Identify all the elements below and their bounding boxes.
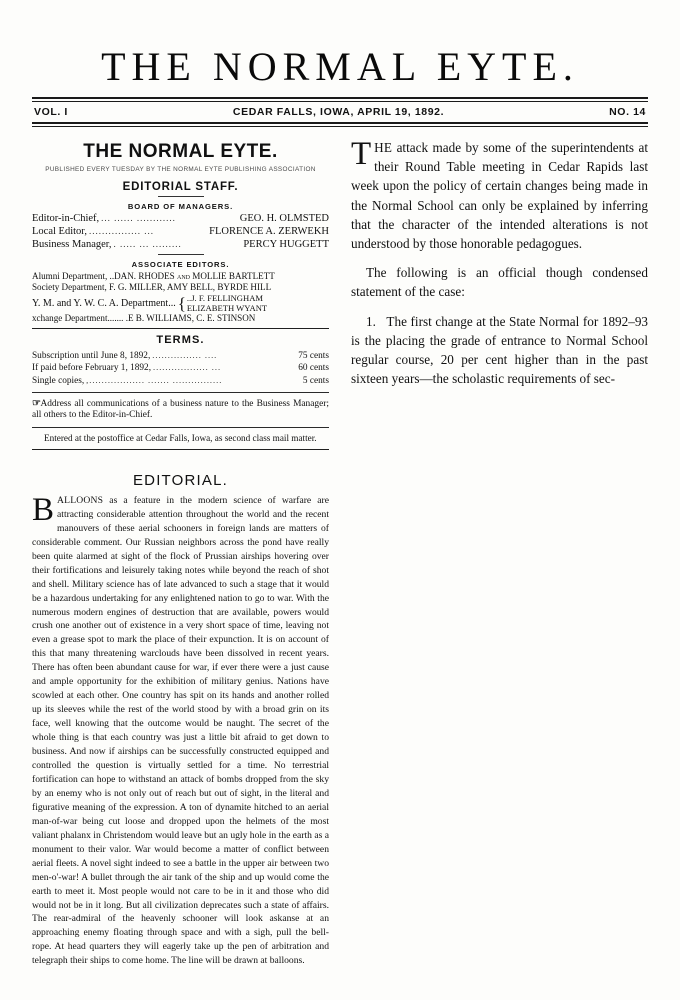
postal-entry-notice: Entered at the postoffice at Cedar Falls, Iowa, as second class mail matter. [44, 433, 317, 444]
terms-row [32, 350, 329, 362]
managers-list [32, 213, 329, 251]
masthead-rule-bottom-thin [32, 126, 648, 127]
terms-list [32, 350, 329, 386]
terms-price: 75 cents [298, 351, 329, 362]
item-number: 1. [366, 313, 376, 329]
leader-dots: .................. ... [153, 363, 222, 373]
leader-dots: ,.................. ....... ................ [86, 375, 223, 385]
article-lead-word: HE [374, 140, 393, 155]
associate-name: ..J. F. FELLINGHAM [186, 293, 264, 304]
issue-number: NO. 14 [609, 106, 646, 118]
associate-editors-heading: ASSOCIATE EDITORS. [131, 260, 230, 270]
terms-label: If paid before February 1, 1892, [32, 363, 152, 374]
leader-dots: ....... . [107, 313, 128, 324]
masthead-rule-bottom [32, 122, 648, 124]
manager-name: GEO. H. OLMSTED [239, 213, 329, 224]
leader-dots: ................ .... [152, 351, 218, 361]
item-text: The first change at the State Normal for 1892–93 is the placing the grade of entrance to Normal School regular course, 20 per cent higher than in the past sixteen years—the scholastic requirements of sec- [351, 313, 649, 387]
editorial-staff-heading: EDITORIAL STAFF. [122, 181, 239, 193]
terms-price: 5 cents [302, 375, 329, 386]
drop-cap-b: B [32, 491, 55, 528]
official-statement-intro: The following is an official though condensed statement of the case: [351, 265, 648, 300]
associate-braced-row [32, 294, 329, 313]
manager-row [32, 239, 329, 252]
manager-row [32, 226, 329, 239]
manager-role: Business Manager, [32, 238, 112, 250]
staff-divider [158, 196, 204, 197]
leader-dots: . ..... ... ......... [113, 238, 182, 249]
managers-divider [158, 254, 204, 255]
manager-row [32, 213, 329, 226]
manager-role: Editor-in-Chief, [32, 213, 100, 224]
associates-divider [32, 328, 329, 329]
terms-price: 60 cents [298, 363, 329, 374]
associate-row [32, 271, 329, 282]
column-container [32, 138, 648, 978]
associate-row [32, 282, 329, 293]
associate-editors-list [32, 271, 329, 324]
right-column [351, 138, 648, 978]
article-body-text: as a feature in the modern science of warfare are attracting considerable attention throughout the world and the recent manouvers of these aerial schooners in foreign lands are matters of considerable comment. Our Russian neighbors across the pond have really been quite alarmed at sight of the flock of Prussian airships hovering over their fortifications and leisurely taking notes while beyond the reach of shot and shell. Military science has of late advanced to such a stage that it would be a hazardous undertaking for any enlightened nation to go to war. With the numerous modern engines of destruction that are available, powers would crush one another out of existence in a very short space of time, leaving not even a grease spot to mark the place of their expunction. It is on account of this that many threatening warclouds have been dissolved in recent years. There has often been abundant cause for war, if ever there were a just cause and ample opportunity for the exhibition of military genius. Nations have scowled at each other. One country has spit on its hands and another rolled up its sleeves while the rest of the world stood by with a broad grin on its face, well knowing that the outcome would be naught. The secret of the whole thing is that each country was just a little bit afraid to get down to business. And now if airships can be successfully constructed equipped and controlled the question is virtually settled for a time. No terrestrial fortification can hope to withstand an attack of bombs dropped from the sky by an enemy who is not only out of reach but out of sight, in the literal and figurative meaning of the expression. A ton of dynamite hitched to an aerial man-of-war being cut loose and dropped upon the helmets of the most valiant phalanx in Christendom would leave but an ugly hole in the earth as a monument to their valor. War would become a matter of conflict between aerial fleets. A novel sight indeed to see a battle in the upper air between two men-o'-war! A bullet through the air tank of the ship and up would come the earth to meet it. Most people would not care to be in it and those who did would not be in it long. But all civilization deprecates such a state of affairs. The rear-admiral of the heavenly schooner will look askanse at an approaching enemy floating through space and with a sigh, pull the bell-rope. At head quarters they will eagerly take up the pen of arbitration and telegraph their ships to come home. The line will be drawn at balloons. [32, 494, 329, 967]
drop-cap-t: T [351, 136, 372, 172]
business-notice [32, 398, 329, 423]
terms-heading: TERMS. [156, 334, 205, 347]
publication-flag [32, 141, 329, 450]
associate-dept: Y. M. and Y. W. C. A. Department... [32, 297, 176, 309]
flag-bottom-divider [32, 449, 329, 450]
volume-number: VOL. I [34, 106, 68, 118]
terms-label: Subscription until June 8, 1892, [32, 351, 151, 362]
brace-glyph: { [177, 294, 186, 314]
leader-dots: ................ ... [88, 225, 154, 236]
terms-divider [32, 392, 329, 393]
associate-dept: Society Department, [32, 282, 107, 293]
associate-names: E B. WILLIAMS, C. E. STINSON [127, 313, 256, 324]
volume-bar [32, 102, 648, 122]
pointing-hand-icon: ☞ [32, 397, 41, 409]
leader-dots: .. [107, 271, 115, 282]
associate-row [32, 313, 329, 324]
terms-label: Single copies, [32, 375, 85, 386]
article-lead-word: ALLOONS [57, 494, 104, 506]
article-body-text: attack made by some of the superintendents at their Round Table meeting in Cedar Rapids last week upon the policy of certain changes being made in the Normal School can only be explained by inferring that the character of the intended alterations is not understood by those honorable pedagogues. [351, 140, 648, 252]
editorial-article-superintendents [351, 138, 648, 253]
manager-name: PERCY HUGGETT [243, 238, 329, 250]
manager-role: Local Editor, [32, 225, 87, 237]
associate-dept: Alumni Department, [32, 271, 108, 282]
associate-names: DAN. RHODES and MOLLIE BARTLETT [114, 271, 275, 282]
terms-row [32, 362, 329, 374]
flag-subtitle: PUBLISHED EVERY TUESDAY BY THE NORMAL EYTE PUBLISHING ASSOCIATION [45, 166, 316, 173]
associate-braced-names [187, 294, 267, 313]
associate-name: ELIZABETH WYANT [186, 302, 268, 313]
associate-dept: xchange Department [32, 313, 108, 324]
terms-row [32, 375, 329, 387]
manager-name: FLORENCE A. ZERWEKH [209, 225, 329, 237]
masthead [32, 0, 648, 127]
business-notice-text: Address all communications of a business nature to the Business Manager; all others to the Editor-in-Chief. [32, 398, 329, 421]
board-of-managers-heading: BOARD OF MANAGERS. [127, 202, 234, 211]
statement-item-1 [351, 312, 648, 389]
flag-title: THE NORMAL EYTE. [83, 141, 278, 162]
newspaper-title: THE NORMAL EYTE. [101, 44, 579, 89]
editorial-article-balloons [32, 491, 329, 968]
editorial-section-heading: EDITORIAL. [132, 471, 229, 489]
leader-dots: ... ...... ............ [101, 213, 176, 223]
associate-names: F. G. MILLER, AMY BELL, BYRDE HILL [109, 282, 272, 293]
notice-divider [32, 427, 329, 428]
left-column [32, 138, 329, 978]
place-and-date: CEDAR FALLS, IOWA, APRIL 19, 1892. [232, 106, 445, 118]
